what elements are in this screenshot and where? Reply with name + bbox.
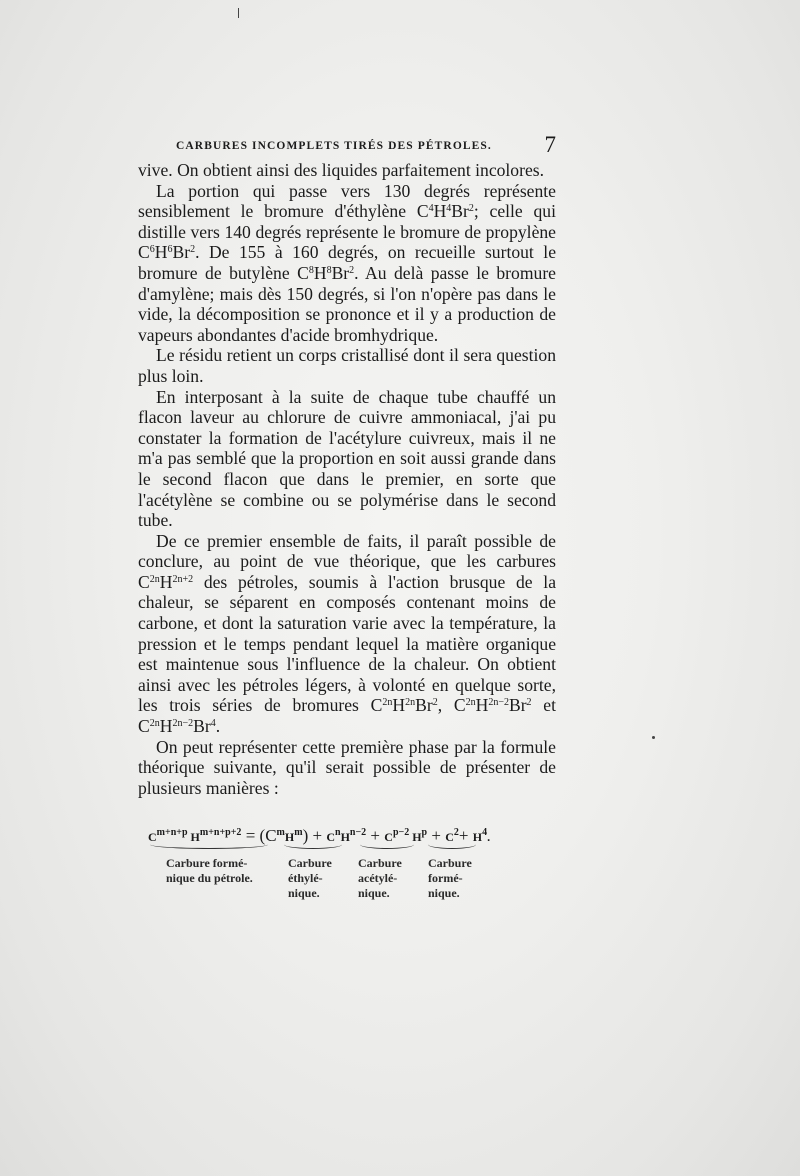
paragraph-3: Le résidu retient un corps cristallisé dont il sera question plus loin. <box>138 345 556 386</box>
underbrace-formenic <box>428 840 476 849</box>
label-formenic-petroleum: Carbure formé- nique du pétrole. <box>166 856 253 885</box>
chemical-formula <box>148 826 558 916</box>
label-ethylenic: Carbure éthylé- nique. <box>288 856 332 900</box>
body-text <box>138 160 556 798</box>
underbrace-ethylenic <box>284 840 342 849</box>
page-number: 7 <box>544 132 556 157</box>
label-acetylenic: Carbure acétylé- nique. <box>358 856 402 900</box>
running-title: CARBURES INCOMPLETS TIRÉS DES PÉTROLES. <box>176 140 492 152</box>
paper-speck <box>652 736 655 739</box>
paragraph-2: La portion qui passe vers 130 degrés représente sensiblement le bromure d'éthylène $C^4H^4Br^2$; celle qui distille vers 140 degrés représente le bromure de propylène $C^6H^6Br^2$. De 155 à 160 degrés, on recueille surtout le bromure de butylène $C^8H^8Br^2$. Au delà passe le bromure d'amylène; mais dès 150 degrés, si l'on n'opère pas dans le vide, la décomposition se prononce et il y a production de vapeurs abondantes d'acide bromhydrique. <box>138 180 556 345</box>
underbrace-acetylenic <box>360 840 414 849</box>
paragraph-4: En interposant à la suite de chaque tube chauffé un flacon laveur au chlorure de cuivre ammoniacal, j'ai pu constater la formation de l'acétylure cuivreux, mais il ne m'a pas semblé que la proportion en soit aussi grande dans le second flacon que dans le premier, en sorte que l'acétylène se combine ou se polymérise dans le second tube. <box>138 386 556 531</box>
paragraph-1: vive. On obtient ainsi des liquides parfaitement incolores. <box>138 160 545 180</box>
paragraph-5: De ce premier ensemble de faits, il paraît possible de conclure, au point de vue théorique, que les carbures $C^{2n}H^{2n+2}$ des pétroles, soumis à l'action brusque de la chaleur, se séparent en composés contenant moins de carbone, et dont la saturation varie avec la température, la pression et le temps pendant lequel la matière organique est maintenue sous l'influence de la chaleur. On obtient ainsi avec les pétroles légers, à volonté en quelque sorte, les trois séries de bromures $C^{2n}H^{2n}Br^2$, $C^{2n}H^{2n-2}Br^2$ et $C^{2n}H^{2n-2}Br^4$. <box>138 530 556 737</box>
underbrace-lhs <box>150 840 268 849</box>
formula-equation: $C^{m+n+p}$ $H^{m+n+p+2} = (C^mH^m) + C^nH^{n-2} + C^{p-2}$ $H^p + C^2+ H^4$. <box>148 826 491 845</box>
paper-mark <box>238 8 239 18</box>
label-formenic: Carbure formé- nique. <box>428 856 472 900</box>
paragraph-6: On peut représenter cette première phase par la formule théorique suivante, qu'il serait possible de présenter de plusieurs manières : <box>138 736 556 798</box>
